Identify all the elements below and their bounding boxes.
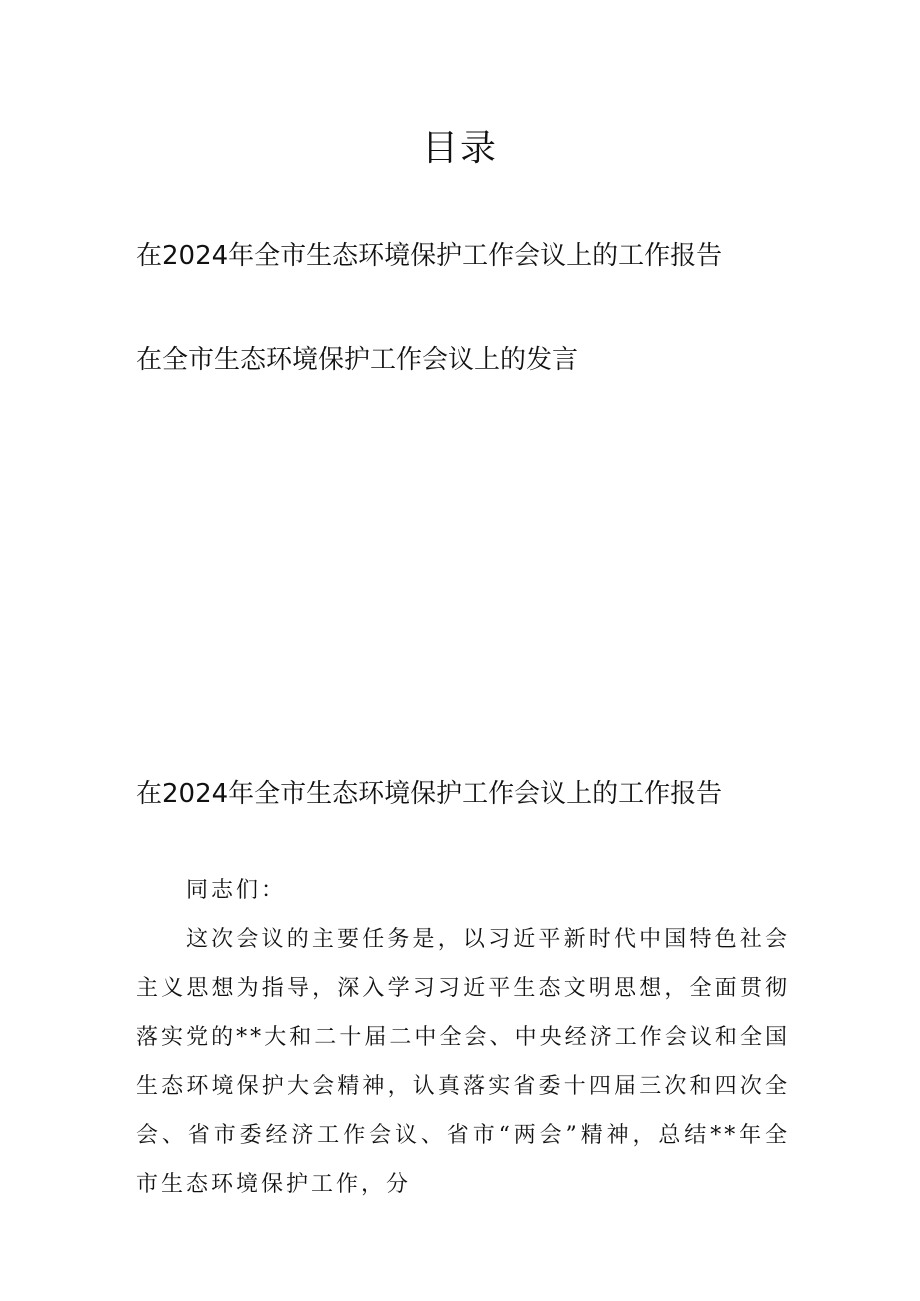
document-title: 在2024年全市生态环境保护工作会议上的工作报告 [136,779,723,809]
body-paragraph: 这次会议的主要任务是，以习近平新时代中国特色社会主义思想为指导，深入学习习近平生态文明思想，全面贯彻落实党的**大和二十届二中全会、中央经济工作会议和全国生态环境保护大会精神，认真落实省委十四届三次和四次全会、省市委经济工作会议、省市“两会”精神，总结**年全市生态环境保护工作，分 [136,927,790,1197]
toc-list [136,236,836,380]
toc-item-speech[interactable]: 在全市生态环境保护工作会议上的发言 [136,345,579,375]
document-body [136,866,790,1209]
salutation: 同志们： [186,878,287,903]
toc-item-work-report[interactable]: 在2024年全市生态环境保护工作会议上的工作报告 [136,241,723,271]
toc-title: 目录 [421,128,498,169]
